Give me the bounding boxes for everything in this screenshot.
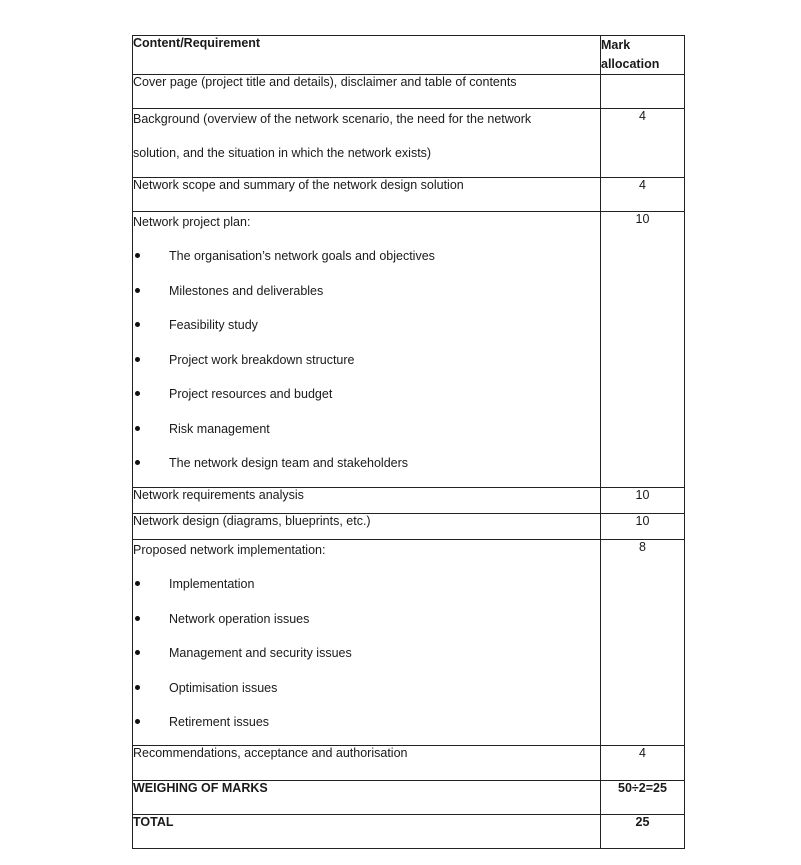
bullet-icon	[135, 391, 140, 396]
recommendations-mark: 4	[639, 746, 646, 760]
plan-bullet-text: Feasibility study	[169, 318, 258, 332]
cover-mark-cell	[601, 75, 685, 109]
design-mark: 10	[635, 514, 650, 528]
header-mark-line2: allocation	[601, 57, 660, 71]
list-item	[133, 678, 600, 713]
weighing-content-cell	[133, 781, 601, 815]
weighing-mark: 50÷2=25	[618, 781, 667, 795]
implementation-content: Proposed network implementation:	[133, 543, 326, 557]
plan-bullet-text: Milestones and deliverables	[169, 283, 324, 298]
total-mark: 25	[635, 815, 650, 829]
list-item	[133, 281, 600, 316]
plan-bullet-text: Project work breakdown structure	[169, 352, 355, 367]
list-item	[133, 384, 600, 419]
table-header-row	[133, 36, 685, 75]
design-mark-cell	[601, 514, 685, 540]
requirements-mark-cell	[601, 488, 685, 514]
header-mark-allocation	[601, 36, 685, 75]
background-mark-cell	[601, 109, 685, 178]
cover-content-cell	[133, 75, 601, 109]
recommendations-content: Recommendations, acceptance and authorisation	[133, 746, 408, 760]
bullet-icon	[135, 426, 140, 431]
background-mark: 4	[639, 109, 646, 123]
header-mark-line1: Mark	[601, 38, 631, 52]
bullet-icon	[135, 288, 140, 293]
table-row-background	[133, 109, 685, 178]
table-row-total	[133, 815, 685, 849]
list-item	[133, 453, 600, 481]
requirements-content-cell	[133, 488, 601, 514]
scope-content: Network scope and summary of the network design solution	[133, 178, 464, 192]
implementation-content-cell	[133, 540, 601, 746]
bullet-icon	[135, 460, 140, 465]
table-row-implementation	[133, 540, 685, 746]
total-content-cell	[133, 815, 601, 849]
bullet-icon	[135, 357, 140, 362]
plan-bullet-text: The network design team and stakeholders	[169, 456, 409, 470]
header-content-requirement	[133, 36, 601, 75]
plan-bullet-text: Project resources and budget	[169, 387, 333, 401]
mark-allocation-table	[132, 35, 685, 849]
bullet-icon	[135, 616, 140, 621]
scope-mark: 4	[639, 178, 646, 192]
bullet-icon	[135, 253, 140, 258]
design-content-cell	[133, 514, 601, 540]
bullet-icon	[135, 650, 140, 655]
table-row-plan	[133, 212, 685, 488]
requirements-mark: 10	[635, 488, 650, 502]
recommendations-content-cell	[133, 746, 601, 781]
list-item	[133, 712, 600, 740]
scope-mark-cell	[601, 178, 685, 212]
table-row-scope	[133, 178, 685, 212]
background-line1: Background (overview of the network scenario, the need for the network	[133, 112, 532, 126]
recommendations-mark-cell	[601, 746, 685, 781]
bullet-icon	[135, 719, 140, 724]
implementation-bullet-text: Network operation issues	[169, 611, 310, 626]
list-item	[133, 643, 600, 678]
design-content: Network design (diagrams, blueprints, etc.)	[133, 514, 371, 528]
table-row-cover	[133, 75, 685, 109]
weighing-content: WEIGHING OF MARKS	[133, 781, 268, 795]
implementation-bullet-text: Implementation	[169, 577, 255, 591]
background-content-cell	[133, 109, 601, 178]
bullet-icon	[135, 685, 140, 690]
table-row-requirements	[133, 488, 685, 514]
plan-mark: 10	[635, 212, 650, 226]
plan-content: Network project plan:	[133, 215, 251, 229]
implementation-mark: 8	[639, 540, 646, 554]
scope-content-cell	[133, 178, 601, 212]
list-item	[133, 574, 600, 609]
implementation-bullet-text: Optimisation issues	[169, 680, 278, 695]
implementation-mark-cell	[601, 540, 685, 746]
table-row-weighing	[133, 781, 685, 815]
plan-bullet-text: Risk management	[169, 421, 270, 436]
table-row-recommendations	[133, 746, 685, 781]
plan-bullet-text: The organisation’s network goals and objectives	[169, 249, 435, 263]
bullet-icon	[135, 581, 140, 586]
cover-content: Cover page (project title and details), disclaimer and table of contents	[133, 75, 517, 89]
plan-mark-cell	[601, 212, 685, 488]
total-content: TOTAL	[133, 815, 174, 829]
bullet-icon	[135, 322, 140, 327]
list-item	[133, 350, 600, 385]
plan-content-cell	[133, 212, 601, 488]
list-item	[133, 246, 600, 281]
implementation-bullet-text: Retirement issues	[169, 715, 270, 729]
header-content-label: Content/Requirement	[133, 36, 261, 50]
implementation-bullet-text: Management and security issues	[169, 646, 352, 660]
background-line2: solution, and the situation in which the network exists)	[133, 146, 432, 160]
requirements-content: Network requirements analysis	[133, 488, 304, 502]
weighing-mark-cell	[601, 781, 685, 815]
total-mark-cell	[601, 815, 685, 849]
list-item	[133, 419, 600, 454]
list-item	[133, 609, 600, 644]
table-row-design	[133, 514, 685, 540]
list-item	[133, 315, 600, 350]
